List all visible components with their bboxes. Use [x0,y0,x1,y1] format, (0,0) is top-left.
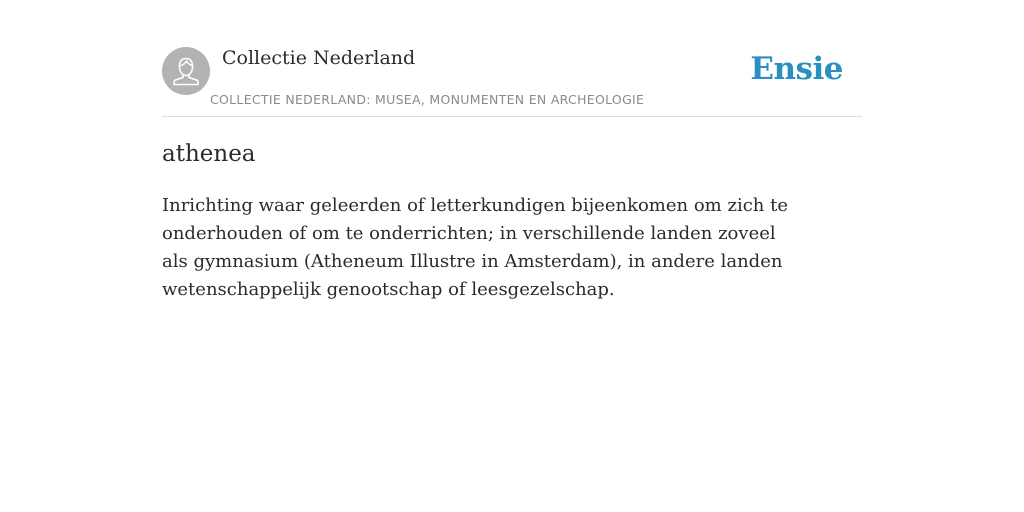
page-title: athenea [162,141,256,167]
ensie-logo[interactable]: Ensie [750,51,843,87]
author-subtitle: COLLECTIE NEDERLAND: MUSEA, MONUMENTEN EN ARCHEOLOGIE [210,92,645,107]
author-avatar[interactable] [162,47,210,95]
user-silhouette-icon [162,47,210,95]
definition-text: Inrichting waar geleerden of letterkundigen bijeenkomen om zich te onderhouden of om te onderrichten; in verschillende landen zoveel als gymnasium (Atheneum Illustre in Amsterdam), in andere landen wetenschappelijk genootschap of leesgezelschap. [162,195,788,300]
author-name[interactable]: Collectie Nederland [222,47,416,69]
page-header [162,0,862,117]
